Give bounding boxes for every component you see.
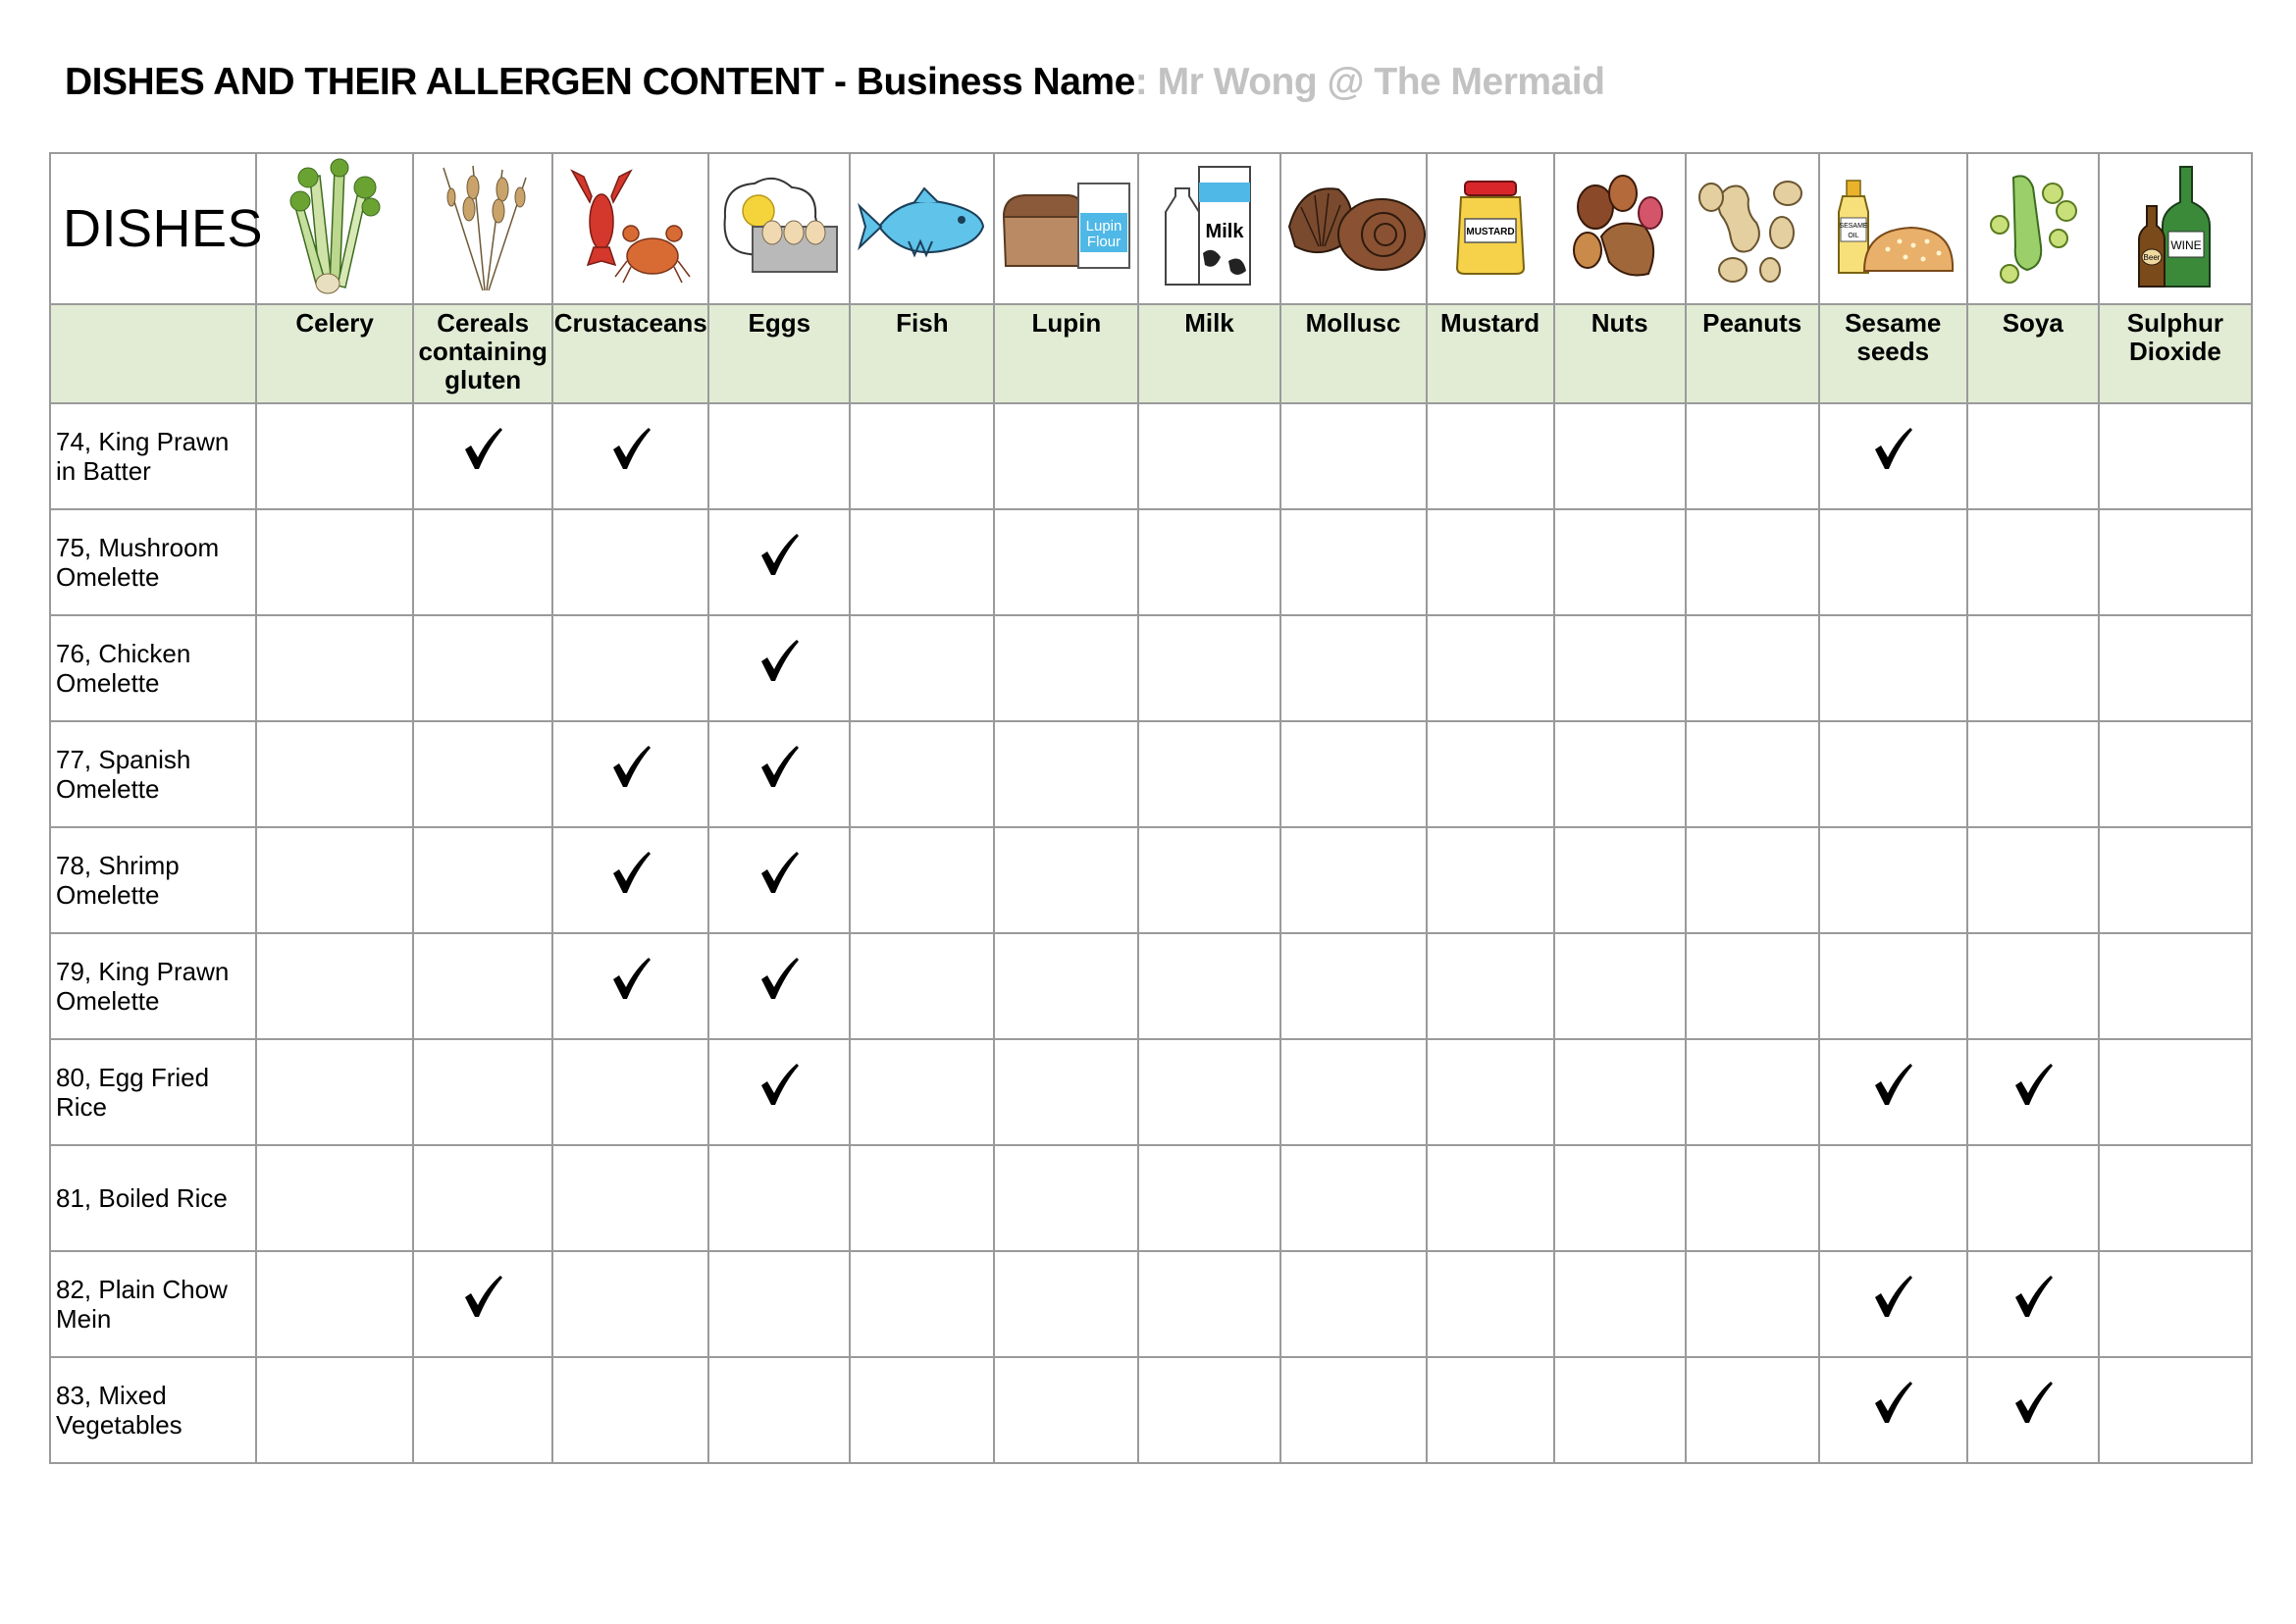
nuts-icon bbox=[1554, 153, 1686, 304]
business-name-label: Business Name bbox=[856, 61, 1135, 103]
shell-icon bbox=[1280, 153, 1427, 304]
cell-crustaceans bbox=[552, 1251, 708, 1357]
cell-nuts bbox=[1554, 1357, 1686, 1463]
cell-eggs bbox=[708, 1145, 850, 1251]
cell-sesame bbox=[1819, 509, 1967, 615]
cell-peanuts bbox=[1686, 403, 1819, 509]
cell-peanuts bbox=[1686, 1357, 1819, 1463]
cell-celery bbox=[256, 1145, 413, 1251]
cell-fish bbox=[850, 933, 994, 1039]
allergen-label-mustard: Mustard bbox=[1427, 304, 1554, 403]
cell-crustaceans bbox=[552, 827, 708, 933]
cell-fish bbox=[850, 1251, 994, 1357]
allergen-label-celery: Celery bbox=[256, 304, 413, 403]
cell-crustaceans bbox=[552, 1039, 708, 1145]
cell-soya bbox=[1967, 1357, 2099, 1463]
table-row bbox=[50, 827, 2252, 933]
cell-sulphur bbox=[2099, 933, 2252, 1039]
svg-text:Milk: Milk bbox=[1206, 220, 1244, 242]
cell-celery bbox=[256, 1357, 413, 1463]
cell-eggs bbox=[708, 615, 850, 721]
checkmark-icon bbox=[461, 1306, 504, 1323]
cell-celery bbox=[256, 403, 413, 509]
peanuts-icon bbox=[1686, 153, 1819, 304]
cell-peanuts bbox=[1686, 1039, 1819, 1145]
allergen-label-mollusc: Mollusc bbox=[1280, 304, 1427, 403]
cell-sulphur bbox=[2099, 403, 2252, 509]
svg-text:WINE: WINE bbox=[2170, 237, 2202, 252]
svg-text:Lupin: Lupin bbox=[1085, 217, 1122, 235]
allergen-icon-row bbox=[50, 153, 2252, 304]
cell-milk bbox=[1138, 615, 1279, 721]
cell-lupin bbox=[994, 827, 1138, 933]
cell-cereals bbox=[413, 1357, 552, 1463]
allergen-label-nuts: Nuts bbox=[1554, 304, 1686, 403]
cell-nuts bbox=[1554, 1039, 1686, 1145]
lobster-crab-icon bbox=[552, 153, 708, 304]
cell-sulphur bbox=[2099, 1145, 2252, 1251]
cell-lupin bbox=[994, 509, 1138, 615]
cell-cereals bbox=[413, 1145, 552, 1251]
label-row-blank-cell bbox=[50, 304, 256, 403]
dish-name: 75, Mushroom Omelette bbox=[50, 509, 256, 615]
cell-cereals bbox=[413, 721, 552, 827]
cell-soya bbox=[1967, 1251, 2099, 1357]
cell-sulphur bbox=[2099, 615, 2252, 721]
table-row bbox=[50, 721, 2252, 827]
business-name-value: : Mr Wong @ The Mermaid bbox=[1134, 61, 1605, 103]
mustard-jar-icon bbox=[1427, 153, 1554, 304]
sesame-oil-bread-icon bbox=[1819, 153, 1967, 304]
cell-celery bbox=[256, 1251, 413, 1357]
cell-soya bbox=[1967, 933, 2099, 1039]
checkmark-icon bbox=[757, 882, 801, 899]
cell-sulphur bbox=[2099, 1039, 2252, 1145]
cell-sesame bbox=[1819, 1357, 1967, 1463]
cell-cereals bbox=[413, 615, 552, 721]
table-row bbox=[50, 1357, 2252, 1463]
cell-milk bbox=[1138, 1357, 1279, 1463]
cell-soya bbox=[1967, 1039, 2099, 1145]
checkmark-icon bbox=[1871, 458, 1914, 475]
table-row bbox=[50, 933, 2252, 1039]
cell-milk bbox=[1138, 1039, 1279, 1145]
cell-crustaceans bbox=[552, 933, 708, 1039]
checkmark-icon bbox=[461, 458, 504, 475]
cell-milk bbox=[1138, 509, 1279, 615]
cell-sulphur bbox=[2099, 827, 2252, 933]
soya-beans-icon bbox=[1967, 153, 2099, 304]
cell-mustard bbox=[1427, 1039, 1554, 1145]
cell-cereals bbox=[413, 509, 552, 615]
cell-eggs bbox=[708, 1251, 850, 1357]
cell-sesame bbox=[1819, 827, 1967, 933]
dish-name: 79, King Prawn Omelette bbox=[50, 933, 256, 1039]
cell-eggs bbox=[708, 1357, 850, 1463]
cell-mustard bbox=[1427, 509, 1554, 615]
cell-lupin bbox=[994, 403, 1138, 509]
cell-eggs bbox=[708, 1039, 850, 1145]
cell-crustaceans bbox=[552, 1357, 708, 1463]
allergen-label-cereals: Cereals containing gluten bbox=[413, 304, 552, 403]
checkmark-icon bbox=[2011, 1306, 2055, 1323]
table-row bbox=[50, 1251, 2252, 1357]
cell-fish bbox=[850, 1039, 994, 1145]
checkmark-icon bbox=[1871, 1094, 1914, 1111]
cell-lupin bbox=[994, 1357, 1138, 1463]
allergen-label-eggs: Eggs bbox=[708, 304, 850, 403]
allergen-label-crustaceans: Crustaceans bbox=[552, 304, 708, 403]
allergen-label-peanuts: Peanuts bbox=[1686, 304, 1819, 403]
dish-name: 78, Shrimp Omelette bbox=[50, 827, 256, 933]
eggs-icon bbox=[708, 153, 850, 304]
allergen-label-lupin: Lupin bbox=[994, 304, 1138, 403]
checkmark-icon bbox=[757, 670, 801, 687]
cell-lupin bbox=[994, 1145, 1138, 1251]
checkmark-icon bbox=[609, 988, 652, 1005]
cell-nuts bbox=[1554, 933, 1686, 1039]
celery-icon bbox=[256, 153, 413, 304]
milk-icon bbox=[1138, 153, 1279, 304]
title-main: DISHES AND THEIR ALLERGEN CONTENT bbox=[65, 61, 824, 103]
cell-sesame bbox=[1819, 615, 1967, 721]
table-row bbox=[50, 1039, 2252, 1145]
svg-text:MUSTARD: MUSTARD bbox=[1465, 226, 1515, 237]
cell-mustard bbox=[1427, 403, 1554, 509]
cell-cereals bbox=[413, 827, 552, 933]
cell-fish bbox=[850, 721, 994, 827]
cell-peanuts bbox=[1686, 721, 1819, 827]
cell-nuts bbox=[1554, 509, 1686, 615]
allergen-label-row bbox=[50, 304, 2252, 403]
cell-soya bbox=[1967, 721, 2099, 827]
cell-fish bbox=[850, 403, 994, 509]
cell-milk bbox=[1138, 827, 1279, 933]
allergen-label-fish: Fish bbox=[850, 304, 994, 403]
table-row bbox=[50, 1145, 2252, 1251]
cell-sulphur bbox=[2099, 509, 2252, 615]
cell-eggs bbox=[708, 721, 850, 827]
cell-cereals bbox=[413, 933, 552, 1039]
allergen-label-sulphur: Sulphur Dioxide bbox=[2099, 304, 2252, 403]
cell-eggs bbox=[708, 403, 850, 509]
cell-sulphur bbox=[2099, 1357, 2252, 1463]
cell-fish bbox=[850, 615, 994, 721]
checkmark-icon bbox=[757, 776, 801, 793]
checkmark-icon bbox=[609, 458, 652, 475]
cell-peanuts bbox=[1686, 1251, 1819, 1357]
checkmark-icon bbox=[757, 564, 801, 581]
allergen-label-milk: Milk bbox=[1138, 304, 1279, 403]
dish-name: 76, Chicken Omelette bbox=[50, 615, 256, 721]
cell-mustard bbox=[1427, 933, 1554, 1039]
cell-soya bbox=[1967, 509, 2099, 615]
cell-mustard bbox=[1427, 615, 1554, 721]
cell-sesame bbox=[1819, 403, 1967, 509]
cell-nuts bbox=[1554, 1145, 1686, 1251]
cell-sesame bbox=[1819, 1145, 1967, 1251]
cell-mollusc bbox=[1280, 403, 1427, 509]
table-row bbox=[50, 403, 2252, 509]
dish-name: 77, Spanish Omelette bbox=[50, 721, 256, 827]
cell-celery bbox=[256, 721, 413, 827]
cell-milk bbox=[1138, 1145, 1279, 1251]
cell-cereals bbox=[413, 1039, 552, 1145]
cell-fish bbox=[850, 1357, 994, 1463]
page-title bbox=[65, 61, 1604, 104]
cell-nuts bbox=[1554, 403, 1686, 509]
cell-nuts bbox=[1554, 1251, 1686, 1357]
cell-celery bbox=[256, 827, 413, 933]
cell-mollusc bbox=[1280, 615, 1427, 721]
cell-mustard bbox=[1427, 827, 1554, 933]
cell-eggs bbox=[708, 509, 850, 615]
checkmark-icon bbox=[1871, 1412, 1914, 1429]
dish-name: 74, King Prawn in Batter bbox=[50, 403, 256, 509]
cell-soya bbox=[1967, 827, 2099, 933]
cell-sesame bbox=[1819, 1251, 1967, 1357]
checkmark-icon bbox=[609, 776, 652, 793]
table-row bbox=[50, 615, 2252, 721]
cell-crustaceans bbox=[552, 509, 708, 615]
cell-cereals bbox=[413, 1251, 552, 1357]
table-row bbox=[50, 509, 2252, 615]
cell-eggs bbox=[708, 933, 850, 1039]
cell-mollusc bbox=[1280, 1145, 1427, 1251]
cell-nuts bbox=[1554, 827, 1686, 933]
cell-milk bbox=[1138, 721, 1279, 827]
cell-soya bbox=[1967, 615, 2099, 721]
dish-name: 83, Mixed Vegetables bbox=[50, 1357, 256, 1463]
dish-name: 82, Plain Chow Mein bbox=[50, 1251, 256, 1357]
cell-peanuts bbox=[1686, 827, 1819, 933]
fish-icon bbox=[850, 153, 994, 304]
cell-mollusc bbox=[1280, 1039, 1427, 1145]
cell-sesame bbox=[1819, 1039, 1967, 1145]
cell-peanuts bbox=[1686, 933, 1819, 1039]
svg-text:Beer: Beer bbox=[2143, 252, 2161, 262]
beer-wine-icon bbox=[2099, 153, 2252, 304]
cell-soya bbox=[1967, 1145, 2099, 1251]
cell-mustard bbox=[1427, 1357, 1554, 1463]
cell-crustaceans bbox=[552, 1145, 708, 1251]
wheat-icon bbox=[413, 153, 552, 304]
cell-peanuts bbox=[1686, 509, 1819, 615]
cell-fish bbox=[850, 509, 994, 615]
checkmark-icon bbox=[2011, 1412, 2055, 1429]
cell-mollusc bbox=[1280, 1251, 1427, 1357]
checkmark-icon bbox=[757, 1094, 801, 1111]
cell-milk bbox=[1138, 403, 1279, 509]
svg-text:OIL: OIL bbox=[1848, 232, 1859, 239]
title-separator: - bbox=[823, 61, 857, 103]
cell-lupin bbox=[994, 1251, 1138, 1357]
cell-crustaceans bbox=[552, 615, 708, 721]
cell-mustard bbox=[1427, 1145, 1554, 1251]
cell-peanuts bbox=[1686, 1145, 1819, 1251]
cell-sulphur bbox=[2099, 721, 2252, 827]
cell-celery bbox=[256, 615, 413, 721]
cell-lupin bbox=[994, 933, 1138, 1039]
cell-fish bbox=[850, 1145, 994, 1251]
dish-name: 81, Boiled Rice bbox=[50, 1145, 256, 1251]
cell-sesame bbox=[1819, 933, 1967, 1039]
cell-lupin bbox=[994, 1039, 1138, 1145]
cell-crustaceans bbox=[552, 721, 708, 827]
cell-crustaceans bbox=[552, 403, 708, 509]
cell-mollusc bbox=[1280, 509, 1427, 615]
cell-soya bbox=[1967, 403, 2099, 509]
checkmark-icon bbox=[1871, 1306, 1914, 1323]
cell-lupin bbox=[994, 721, 1138, 827]
checkmark-icon bbox=[757, 988, 801, 1005]
cell-fish bbox=[850, 827, 994, 933]
cell-celery bbox=[256, 933, 413, 1039]
allergen-label-sesame: Sesame seeds bbox=[1819, 304, 1967, 403]
cell-celery bbox=[256, 509, 413, 615]
cell-cereals bbox=[413, 403, 552, 509]
cell-celery bbox=[256, 1039, 413, 1145]
dish-name: 80, Egg Fried Rice bbox=[50, 1039, 256, 1145]
cell-sulphur bbox=[2099, 1251, 2252, 1357]
cell-nuts bbox=[1554, 615, 1686, 721]
cell-mollusc bbox=[1280, 721, 1427, 827]
cell-mollusc bbox=[1280, 933, 1427, 1039]
lupin-flour-icon bbox=[994, 153, 1138, 304]
cell-milk bbox=[1138, 933, 1279, 1039]
allergen-table bbox=[49, 152, 2253, 1464]
cell-peanuts bbox=[1686, 615, 1819, 721]
cell-mustard bbox=[1427, 1251, 1554, 1357]
cell-mollusc bbox=[1280, 827, 1427, 933]
dishes-header: DISHES bbox=[50, 153, 256, 304]
cell-mollusc bbox=[1280, 1357, 1427, 1463]
cell-nuts bbox=[1554, 721, 1686, 827]
allergen-label-soya: Soya bbox=[1967, 304, 2099, 403]
cell-sesame bbox=[1819, 721, 1967, 827]
cell-lupin bbox=[994, 615, 1138, 721]
checkmark-icon bbox=[609, 882, 652, 899]
svg-text:Flour: Flour bbox=[1086, 233, 1122, 250]
cell-mustard bbox=[1427, 721, 1554, 827]
cell-eggs bbox=[708, 827, 850, 933]
svg-text:SESAME: SESAME bbox=[1839, 222, 1868, 230]
checkmark-icon bbox=[2011, 1094, 2055, 1111]
cell-milk bbox=[1138, 1251, 1279, 1357]
